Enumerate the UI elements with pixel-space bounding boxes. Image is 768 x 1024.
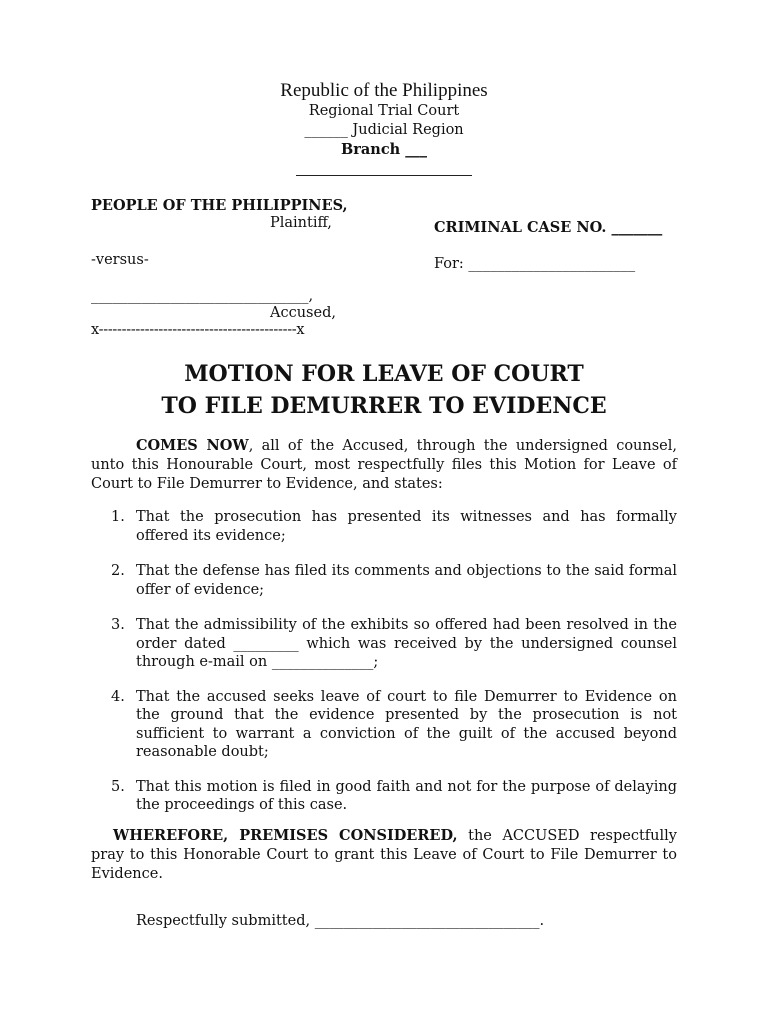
wherefore-paragraph [91, 826, 677, 884]
document-title-line1: MOTION FOR LEAVE OF COURT [184, 361, 584, 387]
intro-paragraph [91, 436, 677, 494]
list-item [91, 778, 677, 815]
list-item-text: That the prosecution has presented its witnesses and has formally offered its evidence; [136, 509, 677, 544]
list-item-text: That this motion is filed in good faith and not for the purpose of delaying the proceedings of this case. [136, 778, 677, 813]
header-judicial-region: ______ Judicial Region [304, 122, 464, 138]
caption-plaintiff: Plaintiff, [270, 215, 332, 231]
closing-line: Respectfully submitted, _______________________________. [136, 913, 545, 929]
list-item-number: 4. [111, 688, 125, 705]
list-item-text: That the admissibility of the exhibits so offered had been resolved in the order dated _________ which was received by the undersigned counsel through e-mail on ______________; [136, 617, 677, 670]
intro-text: , all of the Accused, through the undersigned counsel, unto this Honourable Court, most respectfully files this Motion for Leave of Court to File Demurrer to Evidence, and states: [91, 438, 677, 492]
wherefore-lead: WHEREFORE, PREMISES CONSIDERED, [113, 827, 458, 844]
document-title-line2: TO FILE DEMURRER TO EVIDENCE [161, 393, 607, 419]
list-item [91, 562, 677, 599]
caption-accused-name: ______________________________, [91, 288, 314, 304]
caption-accused: Accused, [270, 305, 336, 321]
list-item-number: 3. [111, 617, 125, 633]
header-divider [296, 175, 472, 176]
list-item [91, 688, 677, 762]
caption-versus: -versus- [91, 252, 149, 268]
wherefore-text: the ACCUSED respectfully pray to this Honorable Court to grant this Leave of Court to File Demurrer to Evidence. [91, 828, 677, 882]
caption-criminal-case: CRIMINAL CASE NO. _______ [434, 219, 663, 236]
caption-for: For: _______________________ [434, 256, 636, 272]
intro-lead: COMES NOW [136, 437, 249, 454]
header-branch: Branch ___ [340, 141, 427, 158]
caption-people: PEOPLE OF THE PHILIPPINES, [91, 197, 348, 214]
caption-separator: x-------------------------------------------x [91, 322, 305, 338]
list-item [91, 616, 677, 672]
allegations-list [91, 508, 677, 815]
list-item-number: 1. [111, 509, 125, 525]
list-item-text: That the accused seeks leave of court to file Demurrer to Evidence on the ground that the evidence presented by the prosecution is not sufficient to warrant a conviction of the guilt of the accused beyond reasonable doubt; [136, 688, 677, 760]
header-republic: Republic of the Philippines [280, 80, 488, 101]
list-item-number: 2. [111, 563, 125, 579]
list-item-text: That the defense has filed its comments and objections to the said formal offer of evidence; [136, 563, 677, 598]
list-item-number: 5. [111, 778, 125, 795]
header-court: Regional Trial Court [308, 103, 460, 119]
list-item [91, 508, 677, 545]
